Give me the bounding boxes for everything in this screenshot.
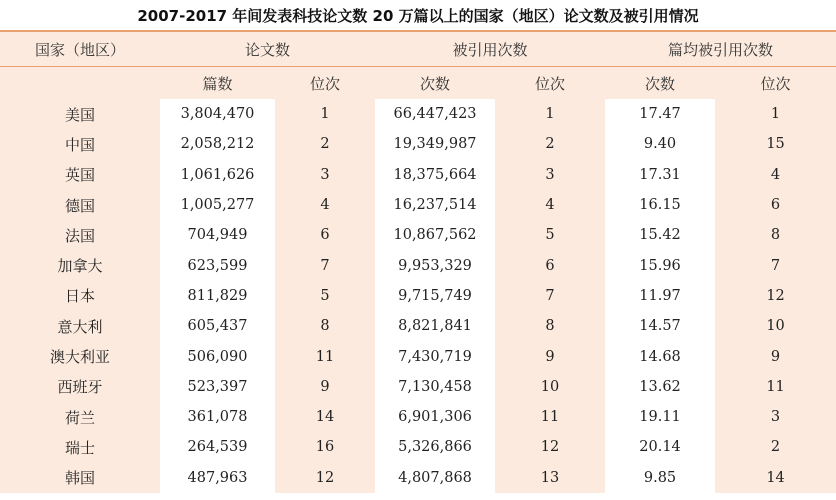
header-row-main — [0, 31, 836, 67]
citations-rank-cell: 9 — [545, 348, 555, 365]
country-cell: 德国 — [64, 196, 95, 215]
table-row — [0, 463, 836, 493]
header-country: 国家（地区） — [34, 40, 125, 59]
table-row — [0, 220, 836, 250]
citations-count-cell: 8,821,841 — [375, 311, 495, 341]
papers-count-cell: 506,090 — [160, 341, 275, 371]
avg-rank-cell: 12 — [766, 287, 785, 304]
papers-rank-cell: 8 — [320, 318, 330, 335]
table-row — [0, 160, 836, 190]
citation-table — [0, 30, 836, 493]
citations-count-cell: 7,430,719 — [375, 341, 495, 371]
citations-count-cell: 6,901,306 — [375, 402, 495, 432]
avg-count-cell: 14.57 — [605, 311, 715, 341]
citations-count-cell: 9,953,329 — [375, 250, 495, 280]
avg-rank-cell: 9 — [770, 348, 781, 365]
papers-rank-cell: 9 — [320, 378, 330, 395]
citations-count-cell: 18,375,664 — [375, 160, 495, 190]
papers-count-cell: 704,949 — [160, 220, 275, 250]
papers-count-cell: 605,437 — [160, 311, 275, 341]
header-papers-rank: 位次 — [310, 74, 341, 93]
avg-count-cell: 17.31 — [605, 160, 715, 190]
avg-rank-cell: 8 — [770, 227, 781, 244]
avg-count-cell: 17.47 — [605, 99, 715, 129]
citations-rank-cell: 13 — [540, 469, 560, 486]
papers-count-cell: 1,061,626 — [160, 160, 275, 190]
papers-count-cell: 1,005,277 — [160, 190, 275, 220]
header-citations-count: 次数 — [420, 74, 451, 93]
avg-count-cell: 20.14 — [605, 432, 715, 462]
papers-rank-cell: 11 — [315, 348, 335, 365]
avg-count-cell: 19.11 — [605, 402, 715, 432]
citations-rank-cell: 12 — [540, 439, 560, 456]
avg-rank-cell: 7 — [770, 257, 781, 274]
avg-rank-cell: 4 — [770, 166, 781, 183]
table-row — [0, 311, 836, 341]
header-avg-citations: 篇均被引用次数 — [668, 40, 774, 59]
citations-rank-cell: 8 — [545, 318, 555, 335]
table-row — [0, 99, 836, 129]
avg-rank-cell: 14 — [766, 469, 785, 486]
avg-count-cell: 16.15 — [605, 190, 715, 220]
table-row — [0, 341, 836, 371]
country-cell: 日本 — [64, 287, 95, 306]
papers-rank-cell: 1 — [320, 106, 330, 123]
papers-count-cell: 811,829 — [160, 281, 275, 311]
header-citations: 被引用次数 — [452, 40, 528, 59]
papers-count-cell: 361,078 — [160, 402, 275, 432]
avg-rank-cell: 15 — [766, 136, 785, 153]
papers-rank-cell: 14 — [315, 409, 335, 426]
papers-count-cell: 2,058,212 — [160, 129, 275, 159]
papers-rank-cell: 6 — [320, 227, 330, 244]
papers-count-cell: 3,804,470 — [160, 99, 275, 129]
table-row — [0, 190, 836, 220]
header-row-sub — [0, 67, 836, 100]
citations-rank-cell: 6 — [545, 257, 555, 274]
header-avg-rank: 位次 — [760, 74, 791, 93]
avg-count-cell: 14.68 — [605, 341, 715, 371]
country-cell: 瑞士 — [64, 438, 95, 457]
citations-count-cell: 5,326,866 — [375, 432, 495, 462]
country-cell: 西班牙 — [57, 378, 103, 397]
country-cell: 英国 — [64, 166, 95, 185]
country-cell: 韩国 — [64, 469, 95, 488]
citations-count-cell: 19,349,987 — [375, 129, 495, 159]
country-cell: 加拿大 — [57, 257, 103, 276]
header-papers-count: 篇数 — [202, 74, 233, 93]
citations-count-cell: 66,447,423 — [375, 99, 495, 129]
citations-rank-cell: 1 — [545, 106, 555, 123]
table-row — [0, 250, 836, 280]
table-title: 2007-2017 年间发表科技论文数 20 万篇以上的国家（地区）论文数及被引用情况 — [137, 7, 699, 25]
citations-rank-cell: 5 — [545, 227, 555, 244]
avg-rank-cell: 6 — [770, 197, 781, 214]
papers-rank-cell: 16 — [315, 439, 335, 456]
papers-count-cell: 523,397 — [160, 372, 275, 402]
avg-count-cell: 15.96 — [605, 250, 715, 280]
table-row — [0, 432, 836, 462]
header-avg-count: 次数 — [645, 74, 676, 93]
citations-count-cell: 7,130,458 — [375, 372, 495, 402]
header-papers: 论文数 — [245, 40, 291, 59]
country-cell: 法国 — [64, 226, 95, 245]
table-row — [0, 372, 836, 402]
table-body — [0, 99, 836, 493]
citations-rank-cell: 2 — [545, 136, 555, 153]
avg-count-cell: 15.42 — [605, 220, 715, 250]
papers-rank-cell: 4 — [320, 197, 330, 214]
table-row — [0, 281, 836, 311]
avg-count-cell: 13.62 — [605, 372, 715, 402]
citations-count-cell: 16,237,514 — [375, 190, 495, 220]
papers-rank-cell: 3 — [320, 166, 330, 183]
country-cell: 荷兰 — [64, 408, 95, 427]
papers-rank-cell: 2 — [320, 136, 330, 153]
country-cell: 中国 — [64, 135, 95, 154]
citations-rank-cell: 7 — [545, 287, 555, 304]
citations-count-cell: 9,715,749 — [375, 281, 495, 311]
citations-rank-cell: 10 — [540, 378, 560, 395]
papers-count-cell: 623,599 — [160, 250, 275, 280]
avg-count-cell: 9.40 — [605, 129, 715, 159]
avg-rank-cell: 2 — [770, 439, 781, 456]
citations-rank-cell: 4 — [545, 197, 555, 214]
citations-count-cell: 4,807,868 — [375, 463, 495, 493]
papers-count-cell: 264,539 — [160, 432, 275, 462]
citations-count-cell: 10,867,562 — [375, 220, 495, 250]
avg-rank-cell: 1 — [770, 106, 781, 123]
avg-rank-cell: 10 — [766, 318, 785, 335]
avg-rank-cell: 3 — [770, 409, 781, 426]
citations-rank-cell: 11 — [540, 409, 560, 426]
papers-count-cell: 487,963 — [160, 463, 275, 493]
avg-count-cell: 9.85 — [605, 463, 715, 493]
header-blank — [0, 67, 160, 100]
header-citations-rank: 位次 — [535, 74, 566, 93]
table-row — [0, 402, 836, 432]
avg-count-cell: 11.97 — [605, 281, 715, 311]
table-row — [0, 129, 836, 159]
citations-rank-cell: 3 — [545, 166, 555, 183]
country-cell: 美国 — [64, 105, 95, 124]
papers-rank-cell: 5 — [320, 287, 330, 304]
country-cell: 意大利 — [57, 317, 103, 336]
country-cell: 澳大利亚 — [49, 348, 110, 367]
papers-rank-cell: 7 — [320, 257, 330, 274]
avg-rank-cell: 11 — [766, 378, 785, 395]
papers-rank-cell: 12 — [315, 469, 335, 486]
